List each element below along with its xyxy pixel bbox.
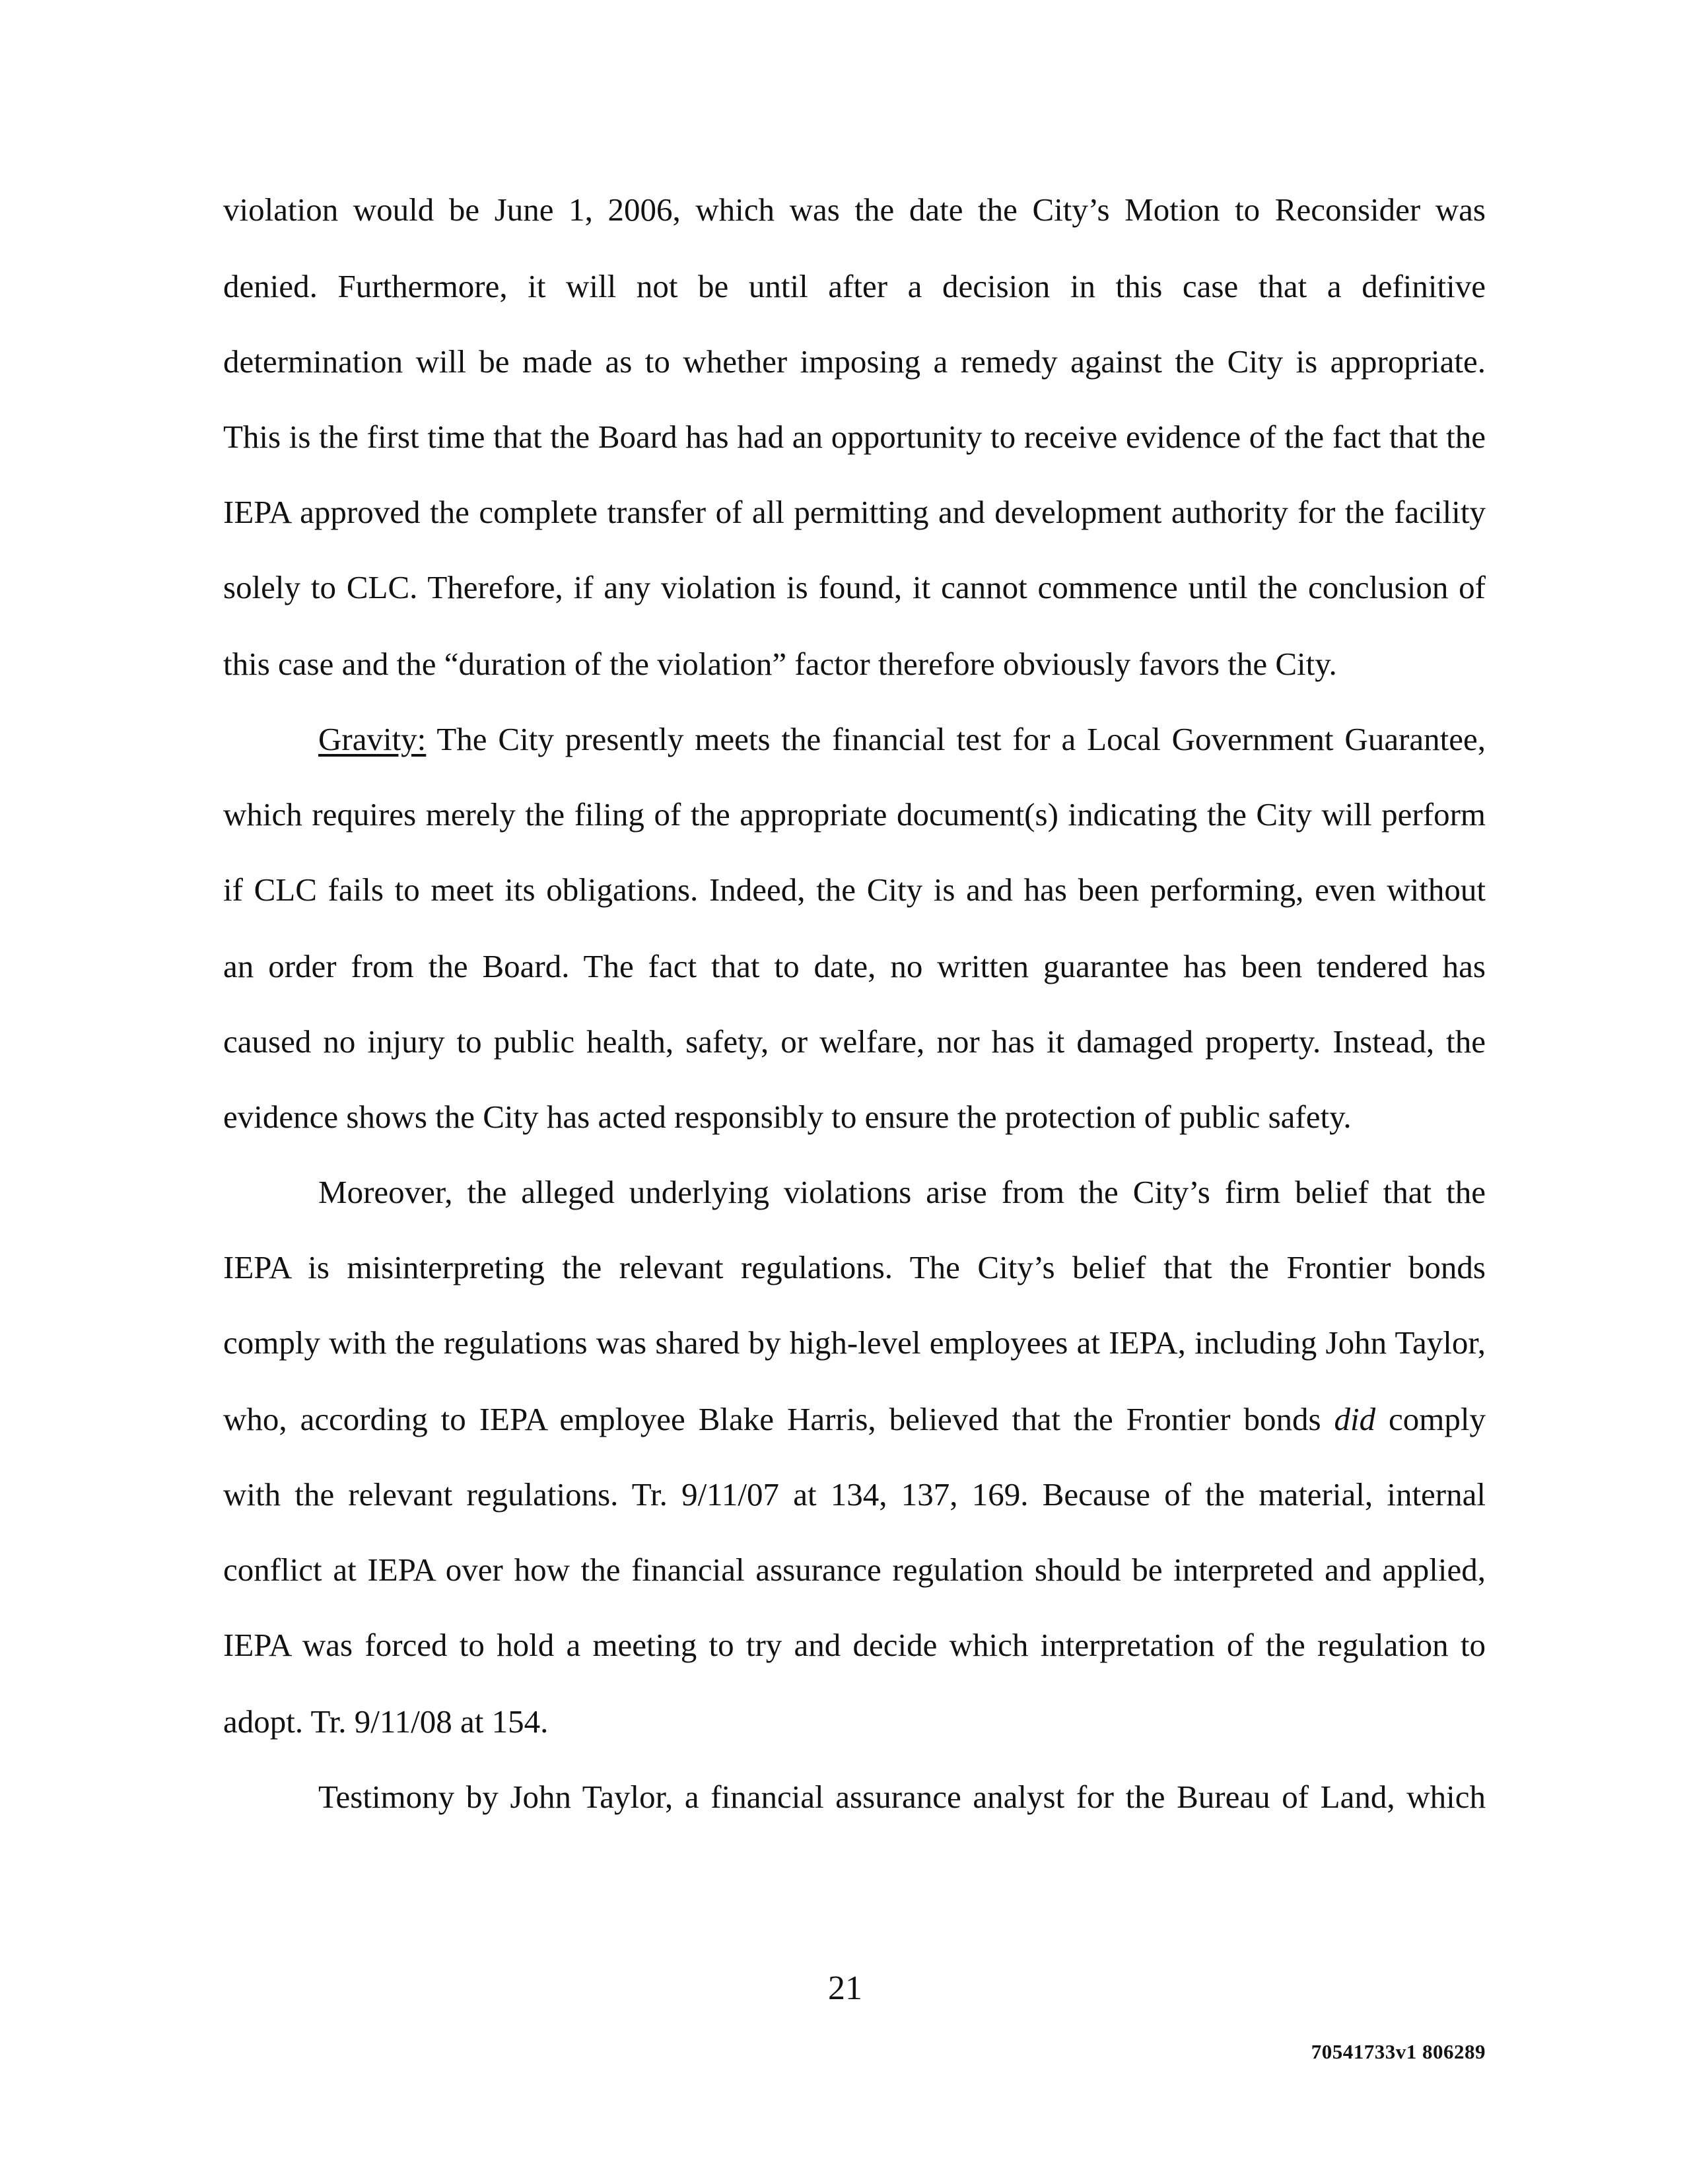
text-line: determination will be made as to whether imposing a remedy against the City is appropriate. xyxy=(223,343,1486,380)
text-line xyxy=(223,1400,1486,1439)
text-line xyxy=(318,720,1486,759)
text-line: violation would be June 1, 2006, which was the date the City’s Motion to Reconsider was xyxy=(223,191,1486,228)
text-line: caused no injury to public health, safety, or welfare, nor has it damaged property. Instead, the xyxy=(223,1023,1486,1060)
text-line: Testimony by John Taylor, a financial assurance analyst for the Bureau of Land, which xyxy=(318,1779,1486,1815)
text-line: comply with the regulations was shared by high-level employees at IEPA, including John Taylor, xyxy=(223,1324,1486,1361)
text-line: solely to CLC. Therefore, if any violation is found, it cannot commence until the conclusion of xyxy=(223,569,1486,605)
text-line: denied. Furthermore, it will not be until after a decision in this case that a definitive xyxy=(223,268,1486,304)
text-line: Moreover, the alleged underlying violations arise from the City’s firm belief that the xyxy=(318,1174,1486,1210)
text-line: IEPA was forced to hold a meeting to try and decide which interpretation of the regulation to xyxy=(223,1627,1486,1663)
text-line: conflict at IEPA over how the financial assurance regulation should be interpreted and applied, xyxy=(223,1552,1486,1588)
text-line: if CLC fails to meet its obligations. Indeed, the City is and has been performing, even without xyxy=(223,871,1486,908)
text-line: evidence shows the City has acted responsibly to ensure the protection of public safety. xyxy=(223,1099,1352,1135)
text-line: IEPA approved the complete transfer of all permitting and development authority for the facility xyxy=(223,494,1486,530)
emphasis-text: did xyxy=(1334,1401,1376,1437)
text-line: which requires merely the filing of the appropriate document(s) indicating the City will perform xyxy=(223,796,1486,833)
text-line: this case and the “duration of the violation” factor therefore obviously favors the City. xyxy=(223,646,1337,682)
page-number: 21 xyxy=(828,1969,862,2007)
text-line: IEPA is misinterpreting the relevant regulations. The City’s belief that the Frontier bonds xyxy=(223,1249,1486,1285)
text-line: an order from the Board. The fact that to date, no written guarantee has been tendered has xyxy=(223,948,1486,984)
text-line: This is the first time that the Board has had an opportunity to receive evidence of the fact that the xyxy=(223,419,1486,455)
gravity-heading: Gravity: xyxy=(318,721,427,757)
text-line: with the relevant regulations. Tr. 9/11/07 at 134, 137, 169. Because of the material, internal xyxy=(223,1476,1486,1513)
gravity-text: The City presently meets the financial test for a Local Government Guarantee, xyxy=(436,721,1486,757)
comply-text: comply xyxy=(1389,1401,1486,1437)
taylor-text: who, according to IEPA employee Blake Harris, believed that the Frontier bonds xyxy=(223,1401,1321,1437)
text-line: adopt. Tr. 9/11/08 at 154. xyxy=(223,1703,549,1740)
document-id: 70541733v1 806289 xyxy=(1311,2040,1486,2063)
